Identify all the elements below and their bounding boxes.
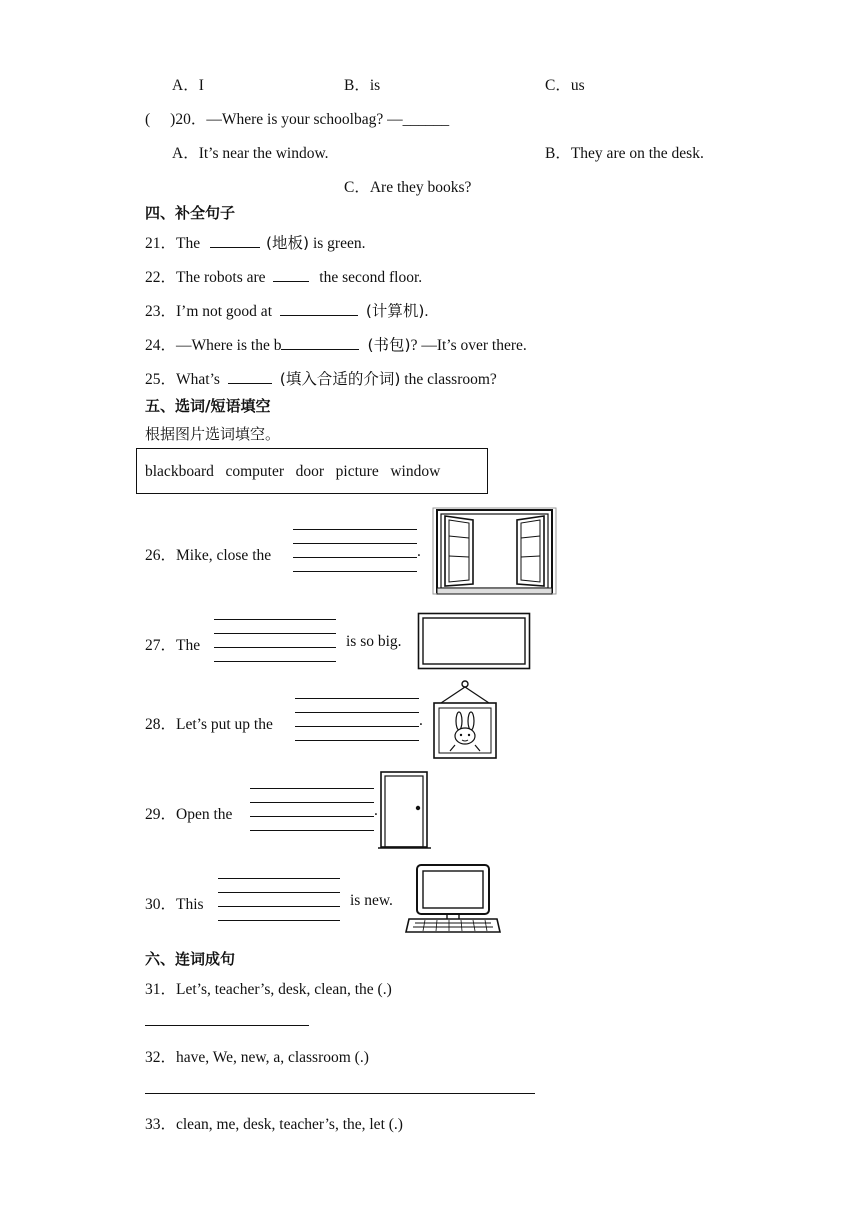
q20-paren-open: ( [145, 111, 151, 128]
q30-line-4[interactable] [218, 920, 340, 921]
q23-blank[interactable] [280, 314, 358, 316]
q25-post: the classroom? [400, 371, 497, 388]
q32: 32．have, We, new, a, classroom (.) [145, 1049, 369, 1066]
q31: 31．Let’s, teacher’s, desk, clean, the (.) [145, 981, 392, 998]
q28-line-2[interactable] [295, 712, 419, 713]
q24-pre: 24．—Where is the b [145, 337, 282, 354]
section5-instruction: 根据图片选词填空。 [145, 425, 281, 443]
section6-title: 六、连词成句 [145, 950, 236, 968]
q28-line-1[interactable] [295, 698, 419, 699]
q30-line-2[interactable] [218, 892, 340, 893]
q22-blank[interactable] [273, 280, 309, 282]
q20-option-c: C．Are they books? [344, 179, 472, 196]
q20-paren-close: ) [170, 111, 176, 128]
q25-blank[interactable] [228, 382, 272, 384]
q28-suffix: . [419, 712, 423, 729]
q24-post: ? —It’s over there. [410, 337, 527, 354]
q29-suffix: . [374, 802, 378, 819]
q29-line-3[interactable] [250, 816, 374, 817]
blackboard-icon [417, 612, 531, 670]
q29-line-4[interactable] [250, 830, 374, 831]
q26-line-4[interactable] [293, 571, 417, 572]
q31-answer-line[interactable] [145, 1025, 309, 1026]
word-bank-text: blackboard computer door picture window [145, 463, 441, 480]
q27-line-1[interactable] [214, 619, 336, 620]
q24-blank[interactable] [281, 348, 359, 350]
q19-option-b: B．is [344, 77, 381, 94]
q27-line-2[interactable] [214, 633, 336, 634]
q21-pre: 21．The [145, 235, 204, 252]
q33: 33．clean, me, desk, teacher’s, the, let (.) [145, 1116, 403, 1133]
q26-suffix: . [417, 543, 421, 560]
section5-title: 五、选词/短语填空 [145, 397, 271, 415]
q27-line-3[interactable] [214, 647, 336, 648]
q26-line-3[interactable] [293, 557, 417, 558]
q20-stem: 20．—Where is your schoolbag? —______ [175, 111, 450, 128]
q22-post: the second floor. [315, 269, 423, 286]
q24 [145, 333, 527, 355]
q25-pre: 25．What’s [145, 371, 224, 388]
q29-line-1[interactable] [250, 788, 374, 789]
q30-prefix: 30．This [145, 896, 204, 913]
computer-icon [405, 862, 501, 936]
q22-pre: 22．The robots are [145, 269, 270, 286]
q21-hint: (地板) [265, 234, 310, 252]
q24-hint: (书包) [367, 336, 411, 354]
q20-option-a: A．It’s near the window. [172, 145, 329, 162]
q23-pre: 23．I’m not good at [145, 303, 276, 320]
q30-line-1[interactable] [218, 878, 340, 879]
q21 [145, 231, 365, 253]
q19-option-c: C．us [545, 77, 585, 94]
q30-suffix: is new. [350, 892, 393, 909]
q32-answer-line[interactable] [145, 1093, 535, 1094]
q29-line-2[interactable] [250, 802, 374, 803]
q27-line-4[interactable] [214, 661, 336, 662]
section4-title: 四、补全句子 [145, 204, 236, 222]
q22 [145, 265, 422, 287]
q23-post: . [424, 303, 429, 320]
q21-blank[interactable] [210, 246, 260, 248]
q26-prefix: 26．Mike, close the [145, 547, 272, 564]
q23 [145, 299, 428, 321]
word-bank-box [136, 448, 488, 494]
q28-line-3[interactable] [295, 726, 419, 727]
q30-line-3[interactable] [218, 906, 340, 907]
q27-suffix: is so big. [346, 633, 402, 650]
q28-line-4[interactable] [295, 740, 419, 741]
q20-option-b: B．They are on the desk. [545, 145, 704, 162]
q20-answer-bracket [145, 107, 449, 129]
q25-hint: (填入合适的介词) [279, 370, 401, 388]
picture-icon [430, 679, 500, 761]
q19-option-a: A．I [172, 77, 204, 94]
q26-line-2[interactable] [293, 543, 417, 544]
q29-prefix: 29．Open the [145, 806, 233, 823]
q28-prefix: 28．Let’s put up the [145, 716, 273, 733]
q27-prefix: 27．The [145, 637, 201, 654]
q25 [145, 367, 497, 389]
q26-line-1[interactable] [293, 529, 417, 530]
door-icon [377, 770, 432, 850]
q21-post: is green. [309, 235, 366, 252]
q23-hint: (计算机) [365, 302, 425, 320]
window-icon [431, 506, 558, 596]
